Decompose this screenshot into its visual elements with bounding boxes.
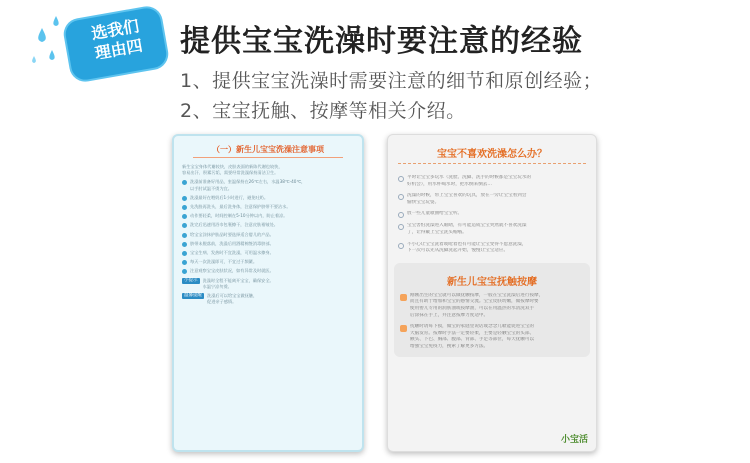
left-card-item-line: 动作要轻柔，时间控制在5-10分钟以内，防止着凉。 (190, 213, 288, 219)
bullet-icon (182, 196, 187, 201)
tip-item (398, 193, 586, 206)
tip-item (398, 175, 586, 188)
tip-item (398, 242, 586, 255)
left-card-item-line: 洗完后迅速用浴巾包裹擦干，注意皮肤褶皱处。 (190, 222, 278, 228)
left-card-item (182, 241, 354, 247)
left-card-item (182, 232, 354, 238)
tip-item-line: 宝宝害怕洗澡进入眼睛，有可能造成宝宝突然就不喜欢洗澡 (407, 223, 527, 229)
left-card-tip (182, 293, 354, 305)
bullet-icon (182, 233, 187, 238)
tip-item-line: 平时让宝宝多玩水（洗脸、洗脚、洗手的时候都是宝宝玩水的 (407, 175, 532, 180)
tip-item-line: 了，让得戴上宝宝洗头帽哦。 (407, 229, 467, 235)
massage-item-line: 抚触时请每下摸，做宝的家庭里说话或念念儿歌能促进宝宝的 (410, 324, 535, 330)
bullet-icon (182, 260, 187, 265)
tip-tag: 小提示 (184, 277, 198, 283)
tip-item (398, 211, 586, 218)
left-card-item-line: 每天一次洗澡即可，不宜过于频繁。 (190, 259, 258, 265)
tip-item-line: 好机会），用水杯喝水时，把水倒来倒去… (407, 181, 492, 187)
left-card-body (174, 162, 362, 305)
right-card-heading: 宝宝不喜欢洗澡怎么办？ (398, 145, 586, 164)
left-card-item-line: 注意观察宝宝皮肤状况，如有异常及时就医。 (190, 268, 274, 274)
number-circle-icon (398, 212, 404, 218)
left-card-item (182, 204, 354, 210)
badge-line-2: 理由四 (93, 35, 144, 63)
bullet-icon (182, 205, 187, 210)
left-card-item-line: 宝宝生病、发热时不宜洗澡，可用温水擦身。 (190, 250, 274, 256)
bullet-icon (182, 269, 187, 274)
number-circle-icon (398, 176, 404, 182)
massage-item-line: 使用婴儿专用的润肤油或按摩油，可以在用温热的水清洗双手 (410, 305, 535, 311)
tip-item-line: 下一次可以先从洗脚洗起开始，慢慢让宝宝适应。 (407, 248, 509, 254)
tip-item (398, 223, 586, 236)
hand-icon (400, 325, 407, 332)
massage-body (400, 293, 584, 351)
hand-icon (400, 294, 407, 301)
massage-item-line: 刚刚出生的宝宝就可以做抚触按摩，一般在宝宝洗澡后进行按摩， (410, 292, 544, 298)
left-card-intro-line: 容易出汗、积累污垢，需要经常洗澡保持清洁卫生。 (182, 170, 279, 176)
number-circle-icon (398, 224, 404, 230)
massage-heading: 新生儿宝宝抚触按摩 (447, 276, 537, 288)
bath-tips-card (387, 134, 597, 452)
left-card-item (182, 179, 354, 191)
left-card-item (182, 259, 354, 265)
tip-tag: 温馨提醒 (184, 293, 202, 299)
badge-line-1: 选我们 (89, 16, 141, 44)
left-card-item-line: 以手肘试温不烫为宜。 (190, 185, 232, 191)
tip-item-line: 放一些儿童歌曲给宝宝听。 (407, 211, 463, 217)
bullet-icon (182, 214, 187, 219)
tip-item-line: 愉快宝宝玩耍。 (407, 199, 440, 205)
bullet-icon (182, 223, 187, 228)
right-card-body (388, 168, 596, 257)
number-circle-icon (398, 243, 404, 249)
page-title: 提供宝宝洗澡时要注意的经验 (180, 24, 583, 59)
massage-section (394, 263, 590, 357)
bullet-icon (182, 180, 187, 185)
massage-item (400, 324, 584, 350)
massage-item-line: 额头、下巴、胸部、腹部、背部、手足等部位，每天抚触可以 (410, 337, 535, 343)
tip-line: 洗澡时全程不能离开宝宝，确保安全。 (202, 277, 274, 283)
tip-line: 水温宁凉勿烫。 (202, 283, 232, 289)
massage-item-line: 后涂抹在手上，并注意按摩力度适中。 (410, 312, 489, 318)
reason-badge (28, 6, 168, 84)
subtitle-1: 1、提供宝宝洗澡时需要注意的细节和原创经验； (180, 70, 603, 92)
bullet-icon (182, 242, 187, 247)
left-card-item-line: 先洗脸再洗头，最后洗身体，注意保护脐带不要沾水。 (190, 204, 291, 210)
bullet-icon (182, 251, 187, 256)
left-card-item-line: 洗澡前准备好用品，室温保持在26℃左右，水温38℃-40℃， (190, 179, 306, 185)
massage-item-line: 大脑发育。按摩时手法一定要轻柔，主要是轻触宝宝的头部、 (410, 330, 535, 336)
left-card-item-line: 脐带未脱落前，洗澡后用酒精棉签消毒脐部。 (190, 240, 274, 246)
number-circle-icon (398, 194, 404, 200)
tip-line: 促进亲子感情。 (207, 299, 237, 305)
massage-item-line: 而且有助于增加和宝宝的感情交流。宝宝皮肤幼嫩，做按摩时要 (410, 299, 539, 305)
bathing-notes-card (172, 134, 364, 452)
brand-logo: 小宝活 (560, 435, 588, 445)
subtitle-2: 2、宝宝抚触、按摩等相关介绍。 (180, 100, 466, 122)
left-card-item-line: 给宝宝涂抹护肤品时要选择适合婴儿的产品。 (190, 231, 274, 237)
left-card-intro-line: 新生宝宝身体代谢较快，皮肤表面的新陈代谢也较快， (182, 164, 283, 169)
massage-item-line: 增强宝宝免疫力，搜索了解更多方法。 (410, 343, 489, 349)
tip-line: 洗澡后可以给宝宝做抚触， (207, 293, 258, 299)
left-card-item (182, 213, 354, 219)
tip-item-line: 洗澡的时候，带上宝宝喜欢的玩具，放在一旁让宝宝看到会 (407, 193, 527, 199)
left-card-item-line: 洗澡最好在喂奶后1小时进行，避免吐奶。 (190, 194, 269, 200)
left-card-item (182, 195, 354, 201)
left-card-item (182, 268, 354, 274)
left-card-item (182, 250, 354, 256)
left-card-item (182, 222, 354, 228)
left-card-tip (182, 278, 354, 290)
left-card-heading: （一）新生儿宝宝洗澡注意事项 (193, 144, 343, 158)
tip-item-line: 不小心让宝宝洗着或呛着也有可能让宝宝变得不愿意洗澡， (407, 241, 527, 247)
massage-item (400, 293, 584, 319)
